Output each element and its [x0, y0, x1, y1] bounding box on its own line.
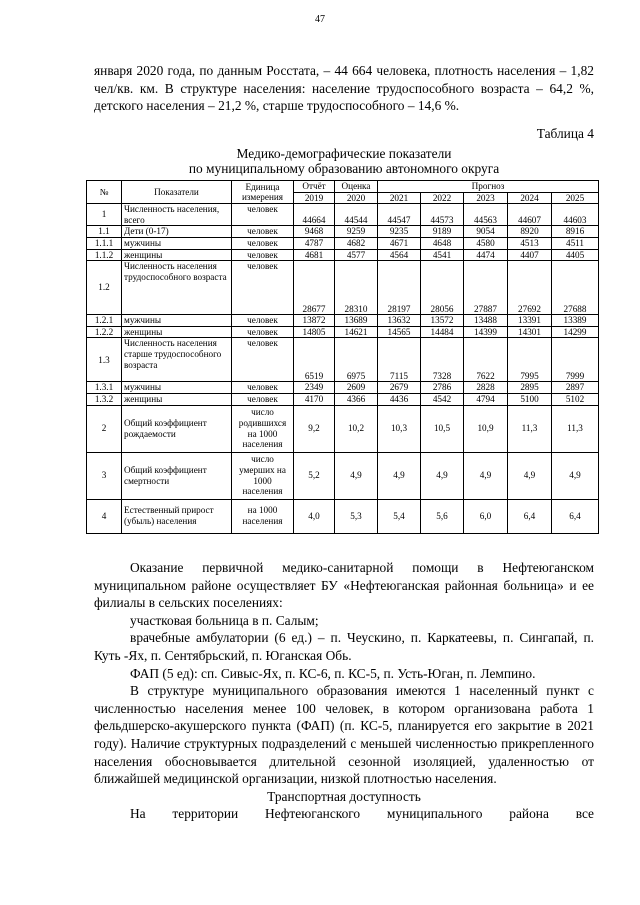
row-value: 4,9 [421, 452, 464, 499]
row-indicator: Численность населения трудоспособного возраста [122, 261, 232, 315]
row-value: 13389 [552, 315, 599, 327]
row-indicator: Естественный прирост (убыль) населения [122, 499, 232, 533]
row-indicator: мужчины [122, 237, 232, 249]
row-value: 2679 [378, 382, 421, 394]
row-value: 4671 [378, 237, 421, 249]
row-value: 14565 [378, 326, 421, 338]
row-value: 5102 [552, 393, 599, 405]
table-row [87, 338, 599, 382]
header-year: 2020 [335, 192, 378, 204]
row-value: 44573 [421, 204, 464, 226]
row-value: 11,3 [508, 405, 552, 452]
row-value: 13872 [294, 315, 335, 327]
row-value: 4474 [464, 249, 508, 261]
row-number: 1.1.1 [87, 237, 122, 249]
row-value: 13488 [464, 315, 508, 327]
row-value: 4577 [335, 249, 378, 261]
row-value: 9235 [378, 226, 421, 238]
row-value: 14805 [294, 326, 335, 338]
row-unit: человек [232, 261, 294, 315]
row-value: 44563 [464, 204, 508, 226]
row-number: 3 [87, 452, 122, 499]
row-unit: человек [232, 382, 294, 394]
row-value: 27688 [552, 261, 599, 315]
row-value: 6519 [294, 338, 335, 382]
table-row [87, 315, 599, 327]
table-label: Таблица 4 [536, 126, 594, 141]
row-indicator: женщины [122, 326, 232, 338]
row-value: 14399 [464, 326, 508, 338]
row-value: 13572 [421, 315, 464, 327]
body-text [94, 559, 594, 823]
header-indicator: Показатели [122, 181, 232, 204]
table-row [87, 326, 599, 338]
row-unit: человек [232, 204, 294, 226]
row-number: 1.1 [87, 226, 122, 238]
header-report: Отчёт [294, 181, 335, 193]
table-row [87, 204, 599, 226]
row-value: 2786 [421, 382, 464, 394]
row-value: 5,3 [335, 499, 378, 533]
intro-paragraph: января 2020 года, по данным Росстата, – 44 664 человека, плотность населения – 1,82 чел/кв. км. В структуре населения: население трудоспособного возраста – 64,2 %, детского населения – 21,2 %, старше трудоспособного – 14,6 %. [94, 63, 594, 114]
table-row [87, 452, 599, 499]
row-number: 2 [87, 405, 122, 452]
row-value: 28056 [421, 261, 464, 315]
row-number: 1.3.1 [87, 382, 122, 394]
body-paragraph-4: ФАП (5 ед): сп. Сивыс-Ях, п. КС-6, п. КС-5, п. Усть-Юган, п. Лемпино. [130, 665, 536, 681]
row-value: 44607 [508, 204, 552, 226]
row-indicator: Численность населения, всего [122, 204, 232, 226]
row-value: 44603 [552, 204, 599, 226]
table-row [87, 382, 599, 394]
row-number: 4 [87, 499, 122, 533]
row-value: 9259 [335, 226, 378, 238]
row-value: 14301 [508, 326, 552, 338]
header-estimate: Оценка [335, 181, 378, 193]
page-number: 47 [315, 14, 325, 25]
body-paragraph-1: Оказание первичной медико-санитарной помощи в Нефтеюганском муниципальном районе осуществляет БУ «Нефтеюганская районная больница» и ее филиалы в сельских поселениях: [94, 560, 594, 611]
row-value: 7328 [421, 338, 464, 382]
row-value: 4,0 [294, 499, 335, 533]
row-value: 9468 [294, 226, 335, 238]
row-value: 13632 [378, 315, 421, 327]
row-value: 4580 [464, 237, 508, 249]
row-value: 14621 [335, 326, 378, 338]
row-value: 14299 [552, 326, 599, 338]
row-value: 4,9 [552, 452, 599, 499]
row-value: 6,0 [464, 499, 508, 533]
row-indicator: Дети (0-17) [122, 226, 232, 238]
row-value: 2897 [552, 382, 599, 394]
row-value: 7115 [378, 338, 421, 382]
row-number: 1.1.2 [87, 249, 122, 261]
row-value: 4794 [464, 393, 508, 405]
row-value: 8920 [508, 226, 552, 238]
row-value: 7999 [552, 338, 599, 382]
body-paragraph-3: врачебные амбулатории (6 ед.) – п. Чеускино, п. Каркатеевы, п. Сингапай, п. Куть -Ях, п. Сентябрьский, п. Юганская Обь. [94, 630, 594, 663]
row-indicator: мужчины [122, 382, 232, 394]
row-indicator: женщины [122, 393, 232, 405]
row-number: 1.3.2 [87, 393, 122, 405]
row-value: 4542 [421, 393, 464, 405]
row-value: 8916 [552, 226, 599, 238]
row-value: 4511 [552, 237, 599, 249]
row-unit: на 1000 населения [232, 499, 294, 533]
row-number: 1.2.2 [87, 326, 122, 338]
table-row [87, 237, 599, 249]
row-unit: число родившихся на 1000 населения [232, 405, 294, 452]
row-value: 4,9 [464, 452, 508, 499]
body-paragraph-5: В структуре муниципального образования имеются 1 населенный пункт с численностью населения менее 100 человек, в котором организована работа 1 фельдшерско-акушерского пункта (ФАП) (п. КС-5, планируется его закрытие в 2021 году). Наличие структурных подразделений с меньшей численностью прикрепленного населения обосновывается длительной сезонной изоляцией, удаленностью от ближайшей медицинской организации, низкой плотностью населения. [94, 683, 594, 787]
body-paragraph-6: На территории Нефтеюганского муниципального района все [130, 806, 594, 822]
row-value: 4682 [335, 237, 378, 249]
row-value: 13391 [508, 315, 552, 327]
row-value: 14484 [421, 326, 464, 338]
row-value: 5100 [508, 393, 552, 405]
row-value: 44664 [294, 204, 335, 226]
row-value: 9,2 [294, 405, 335, 452]
row-value: 4170 [294, 393, 335, 405]
header-year: 2023 [464, 192, 508, 204]
row-value: 9054 [464, 226, 508, 238]
row-value: 28677 [294, 261, 335, 315]
row-unit: человек [232, 393, 294, 405]
row-value: 10,2 [335, 405, 378, 452]
row-value: 4,9 [508, 452, 552, 499]
row-value: 4681 [294, 249, 335, 261]
header-year: 2025 [552, 192, 599, 204]
table-row [87, 405, 599, 452]
body-paragraph-2: участковая больница в п. Салым; [130, 612, 319, 628]
header-year: 2019 [294, 192, 335, 204]
row-value: 4513 [508, 237, 552, 249]
row-indicator: женщины [122, 249, 232, 261]
row-value: 4436 [378, 393, 421, 405]
table-row [87, 226, 599, 238]
row-value: 10,5 [421, 405, 464, 452]
row-value: 6,4 [508, 499, 552, 533]
table-title-line2: по муниципальному образованию автономного округа [188, 161, 500, 176]
row-value: 7995 [508, 338, 552, 382]
row-indicator: Общий коэффициент смертности [122, 452, 232, 499]
row-value: 2349 [294, 382, 335, 394]
header-forecast: Прогноз [378, 181, 599, 193]
row-unit: человек [232, 338, 294, 382]
row-value: 27692 [508, 261, 552, 315]
row-number: 1.2 [87, 261, 122, 315]
row-value: 2895 [508, 382, 552, 394]
row-value: 44544 [335, 204, 378, 226]
table-row [87, 499, 599, 533]
row-indicator: Численность населения старше трудоспособного возраста [122, 338, 232, 382]
row-value: 4,9 [378, 452, 421, 499]
row-value: 2828 [464, 382, 508, 394]
row-unit: число умерших на 1000 населения [232, 452, 294, 499]
demographics-table [86, 180, 599, 534]
table-body [87, 204, 599, 533]
row-value: 4787 [294, 237, 335, 249]
row-value: 13689 [335, 315, 378, 327]
table-title-line1: Медико-демографические показатели [236, 146, 452, 161]
row-unit: человек [232, 226, 294, 238]
header-year: 2024 [508, 192, 552, 204]
row-value: 27887 [464, 261, 508, 315]
row-value: 10,3 [378, 405, 421, 452]
header-year: 2022 [421, 192, 464, 204]
row-value: 28310 [335, 261, 378, 315]
row-number: 1.3 [87, 338, 122, 382]
row-value: 5,6 [421, 499, 464, 533]
row-value: 5,2 [294, 452, 335, 499]
row-number: 1.2.1 [87, 315, 122, 327]
row-unit: человек [232, 249, 294, 261]
row-value: 4564 [378, 249, 421, 261]
section-heading: Транспортная доступность [267, 788, 421, 804]
row-value: 4648 [421, 237, 464, 249]
row-value: 7622 [464, 338, 508, 382]
row-value: 2609 [335, 382, 378, 394]
row-value: 44547 [378, 204, 421, 226]
header-unit: Единица измерения [232, 181, 294, 204]
row-value: 4366 [335, 393, 378, 405]
row-indicator: мужчины [122, 315, 232, 327]
row-value: 11,3 [552, 405, 599, 452]
row-value: 4405 [552, 249, 599, 261]
row-number: 1 [87, 204, 122, 226]
row-value: 4,9 [335, 452, 378, 499]
row-value: 9189 [421, 226, 464, 238]
row-value: 4541 [421, 249, 464, 261]
row-unit: человек [232, 315, 294, 327]
row-value: 28197 [378, 261, 421, 315]
row-unit: человек [232, 237, 294, 249]
table-row [87, 261, 599, 315]
header-num: № [87, 181, 122, 204]
table-row [87, 249, 599, 261]
row-unit: человек [232, 326, 294, 338]
row-value: 10,9 [464, 405, 508, 452]
row-value: 6,4 [552, 499, 599, 533]
row-value: 6975 [335, 338, 378, 382]
header-year: 2021 [378, 192, 421, 204]
row-value: 5,4 [378, 499, 421, 533]
row-indicator: Общий коэффициент рождаемости [122, 405, 232, 452]
row-value: 4407 [508, 249, 552, 261]
table-row [87, 393, 599, 405]
